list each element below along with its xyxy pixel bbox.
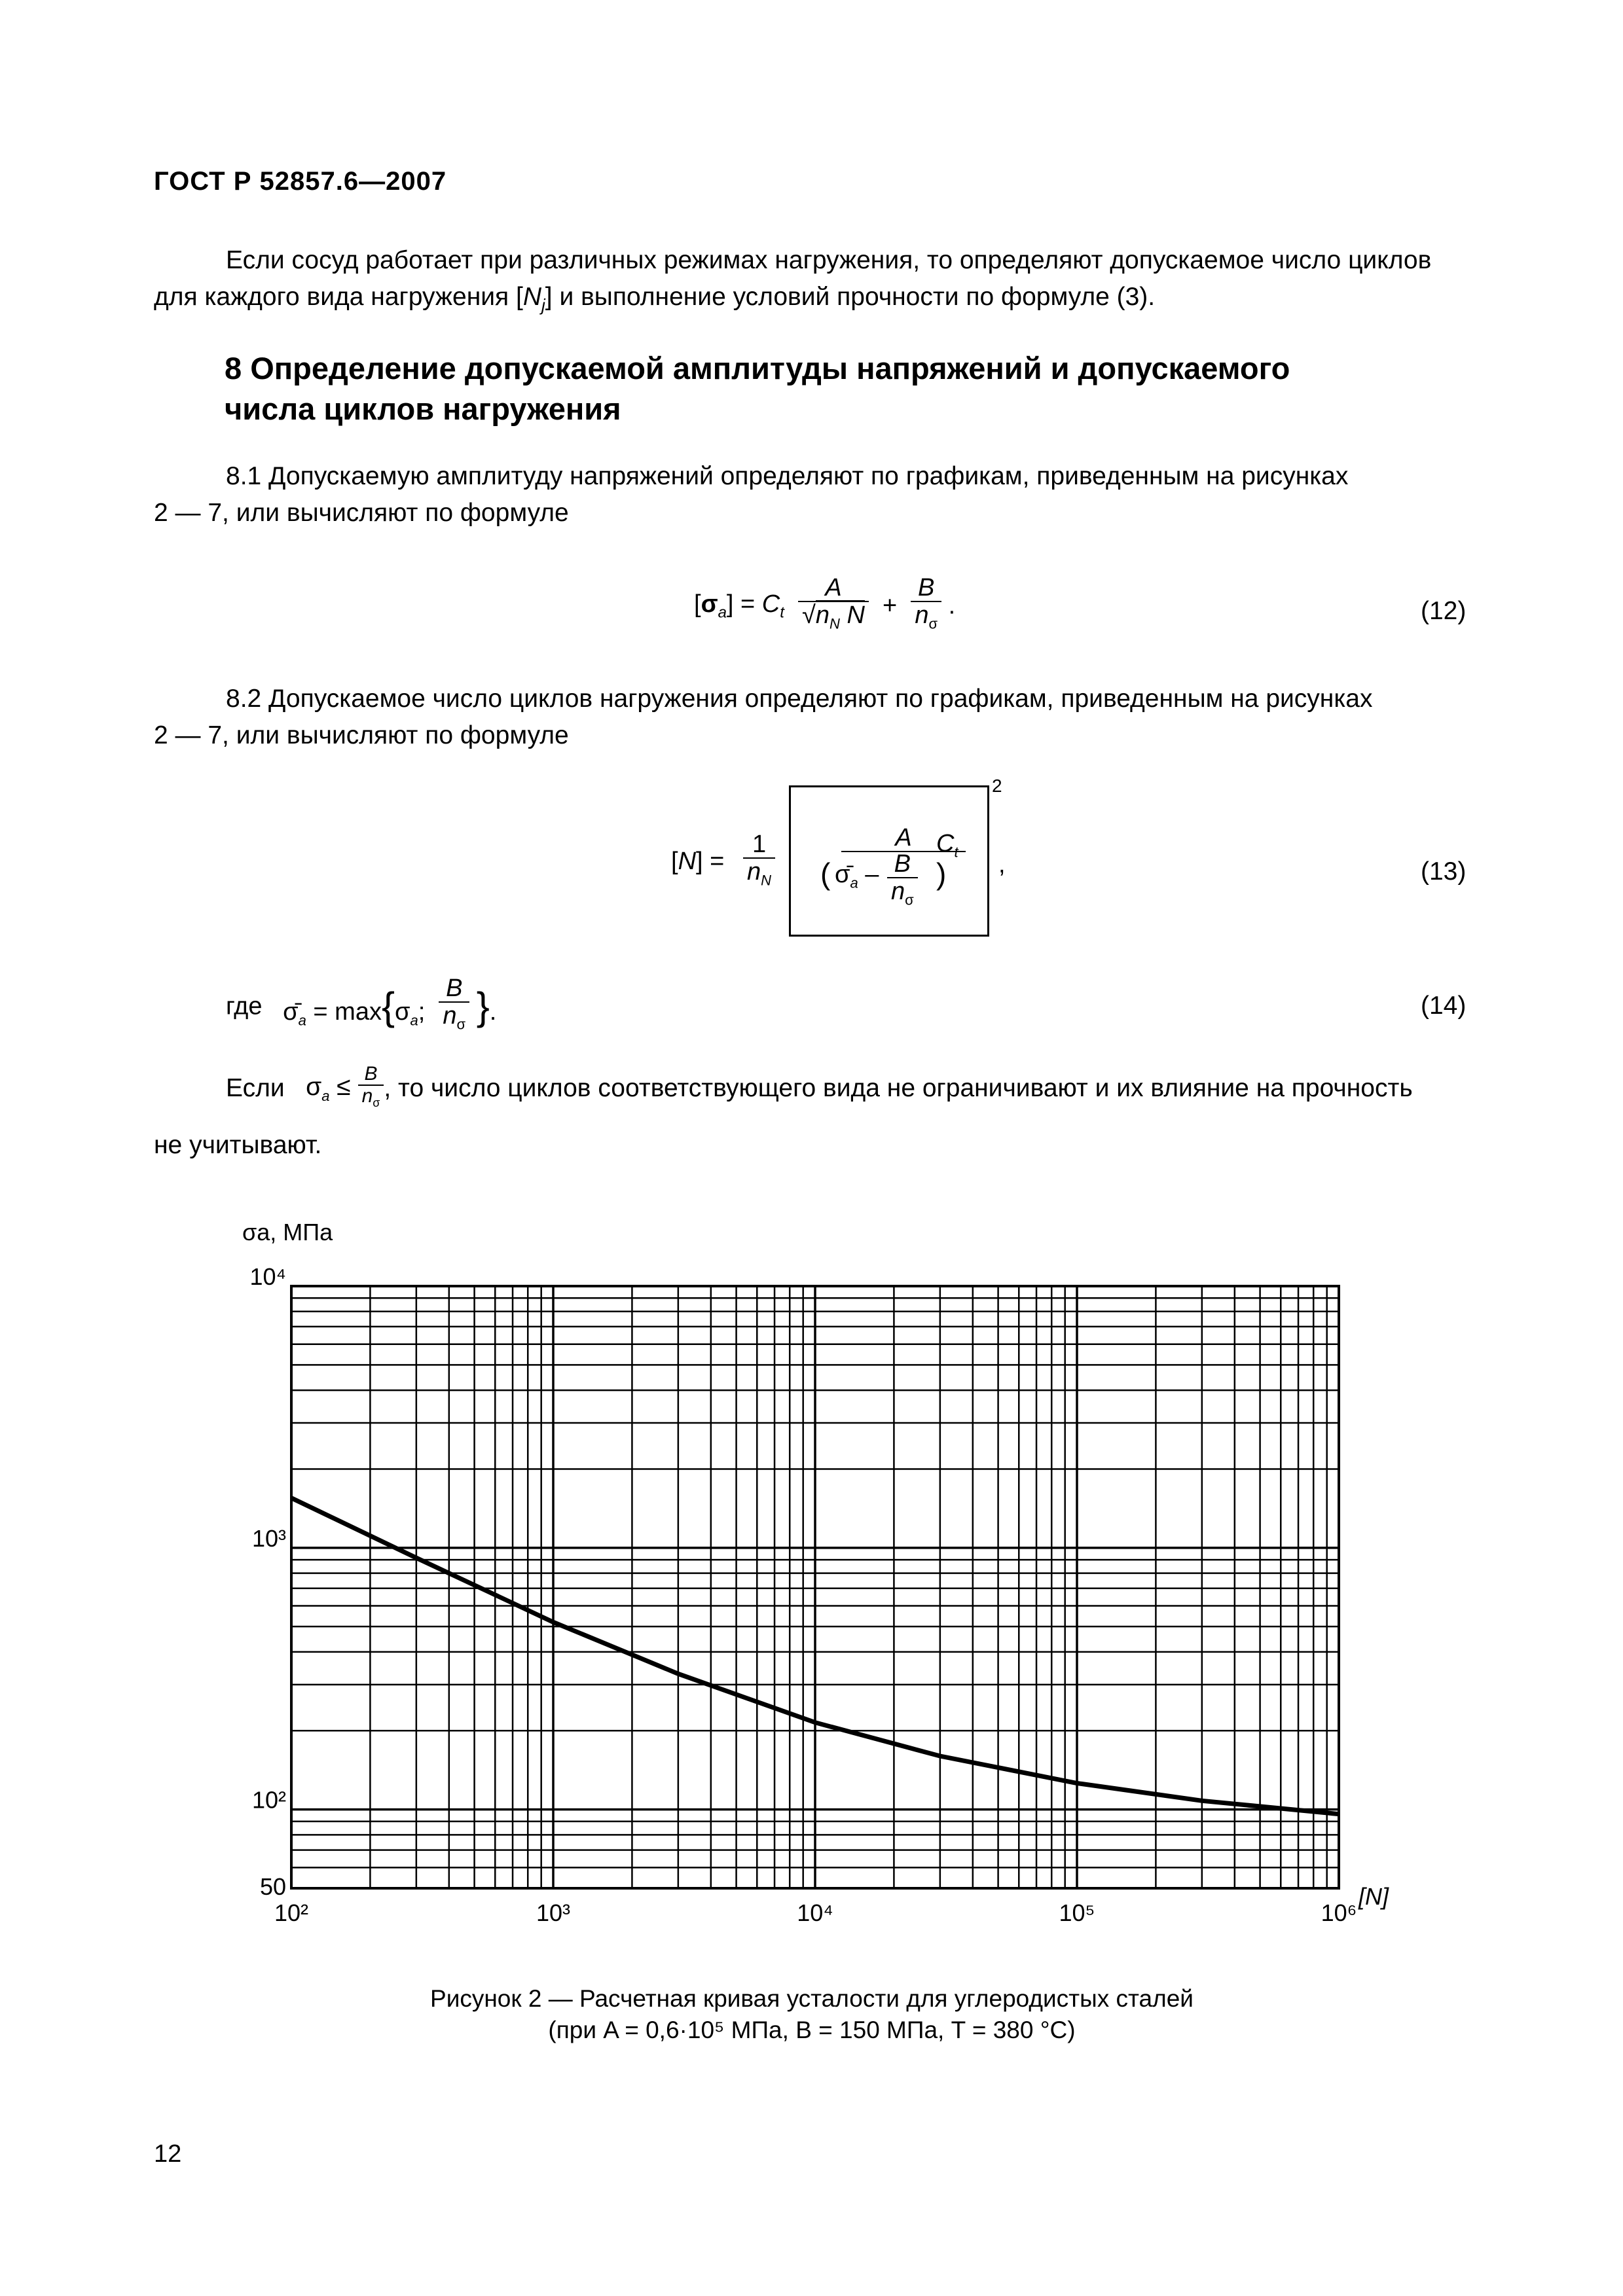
document-code-header: ГОСТ Р 52857.6—2007 — [154, 167, 447, 196]
y-tick-label: 10³ — [251, 1524, 286, 1552]
x-tick-label: 10² — [274, 1899, 309, 1926]
section-8-title — [225, 348, 1501, 429]
caption-line2: (при A = 0,6·10⁵ МПа, B = 150 МПа, T = 380 °С) — [548, 2017, 1076, 2043]
fatigue-curve-chart — [196, 1211, 1414, 1950]
section-title-line2: числа циклов нагружения — [225, 391, 621, 426]
y-tick-labels — [249, 1263, 286, 1900]
x-axis-unit: [N] — [1359, 1883, 1389, 1910]
condition-prefix: Если — [226, 1074, 285, 1102]
x-tick-label: 10⁶ — [1321, 1899, 1357, 1926]
section-title-line1: 8 Определение допускаемой амплитуды напряжений и допускаемого — [225, 351, 1290, 386]
paragraph-8-2 — [154, 681, 1473, 754]
condition-suffix: , то число циклов соответствующего вида не ограничивают и их влияние на прочность — [384, 1074, 1413, 1102]
y-tick-label: 10⁴ — [249, 1263, 286, 1290]
x-tick-label: 10⁴ — [797, 1899, 833, 1926]
p81-line2: 2 — 7, или вычисляют по формуле — [154, 499, 569, 527]
formula-12: $[\sigma_a] = C_t$ $\frac{A}{√n_N N}$ + $\frac{B}{n_\sigma}$ . — [694, 574, 956, 632]
intro-line2-after: ] и выполнение условий прочности по формуле (3). — [545, 283, 1156, 311]
equation-number-12: (12) — [1421, 597, 1467, 625]
where-word: где — [226, 992, 263, 1020]
p81-line1: 8.1 Допускаемую амплитуду напряжений определяют по графикам, приведенным на рисунках — [226, 462, 1349, 490]
y-tick-label: 50 — [259, 1873, 286, 1900]
formula-14: где $\sigmā_a = \max\{\sigma_a$; $\frac{B}{n_\sigma}$ }. — [226, 975, 497, 1033]
figure-caption — [154, 1983, 1470, 2046]
p82-line2: 2 — 7, или вычисляют по формуле — [154, 721, 569, 749]
intro-paragraph — [154, 242, 1473, 323]
condition-line1: Если $\sigma_a$ ≤ $\frac{B}{n_\sigma}$ , то число циклов соответствующего вида не ограничивают и их влияние на прочность — [226, 1063, 1413, 1109]
caption-line1: Рисунок 2 — Расчетная кривая усталости для углеродистых сталей — [430, 1985, 1194, 2012]
intro-line1: Если сосуд работает при различных режимах нагружения, то определяют допускаемое число циклов — [226, 246, 1432, 274]
p82-line1: 8.2 Допускаемое число циклов нагружения определяют по графикам, приведенным на рисунках — [226, 685, 1373, 713]
x-tick-label: 10³ — [536, 1899, 571, 1926]
y-tick-label: 10² — [251, 1786, 286, 1814]
intro-line2-before: для каждого вида нагружения [ — [154, 283, 523, 311]
y-axis-label: σa, МПа — [242, 1219, 333, 1246]
paragraph-8-1 — [154, 458, 1473, 531]
equation-number-14: (14) — [1421, 992, 1467, 1020]
condition-line2: не учитывают. — [154, 1131, 322, 1159]
intro-var: N — [522, 283, 541, 311]
intro-sub: j — [541, 295, 545, 315]
page-number: 12 — [154, 2140, 182, 2168]
equation-number-13: (13) — [1421, 857, 1467, 886]
x-tick-labels — [274, 1899, 1357, 1926]
x-tick-label: 10⁵ — [1059, 1899, 1095, 1926]
